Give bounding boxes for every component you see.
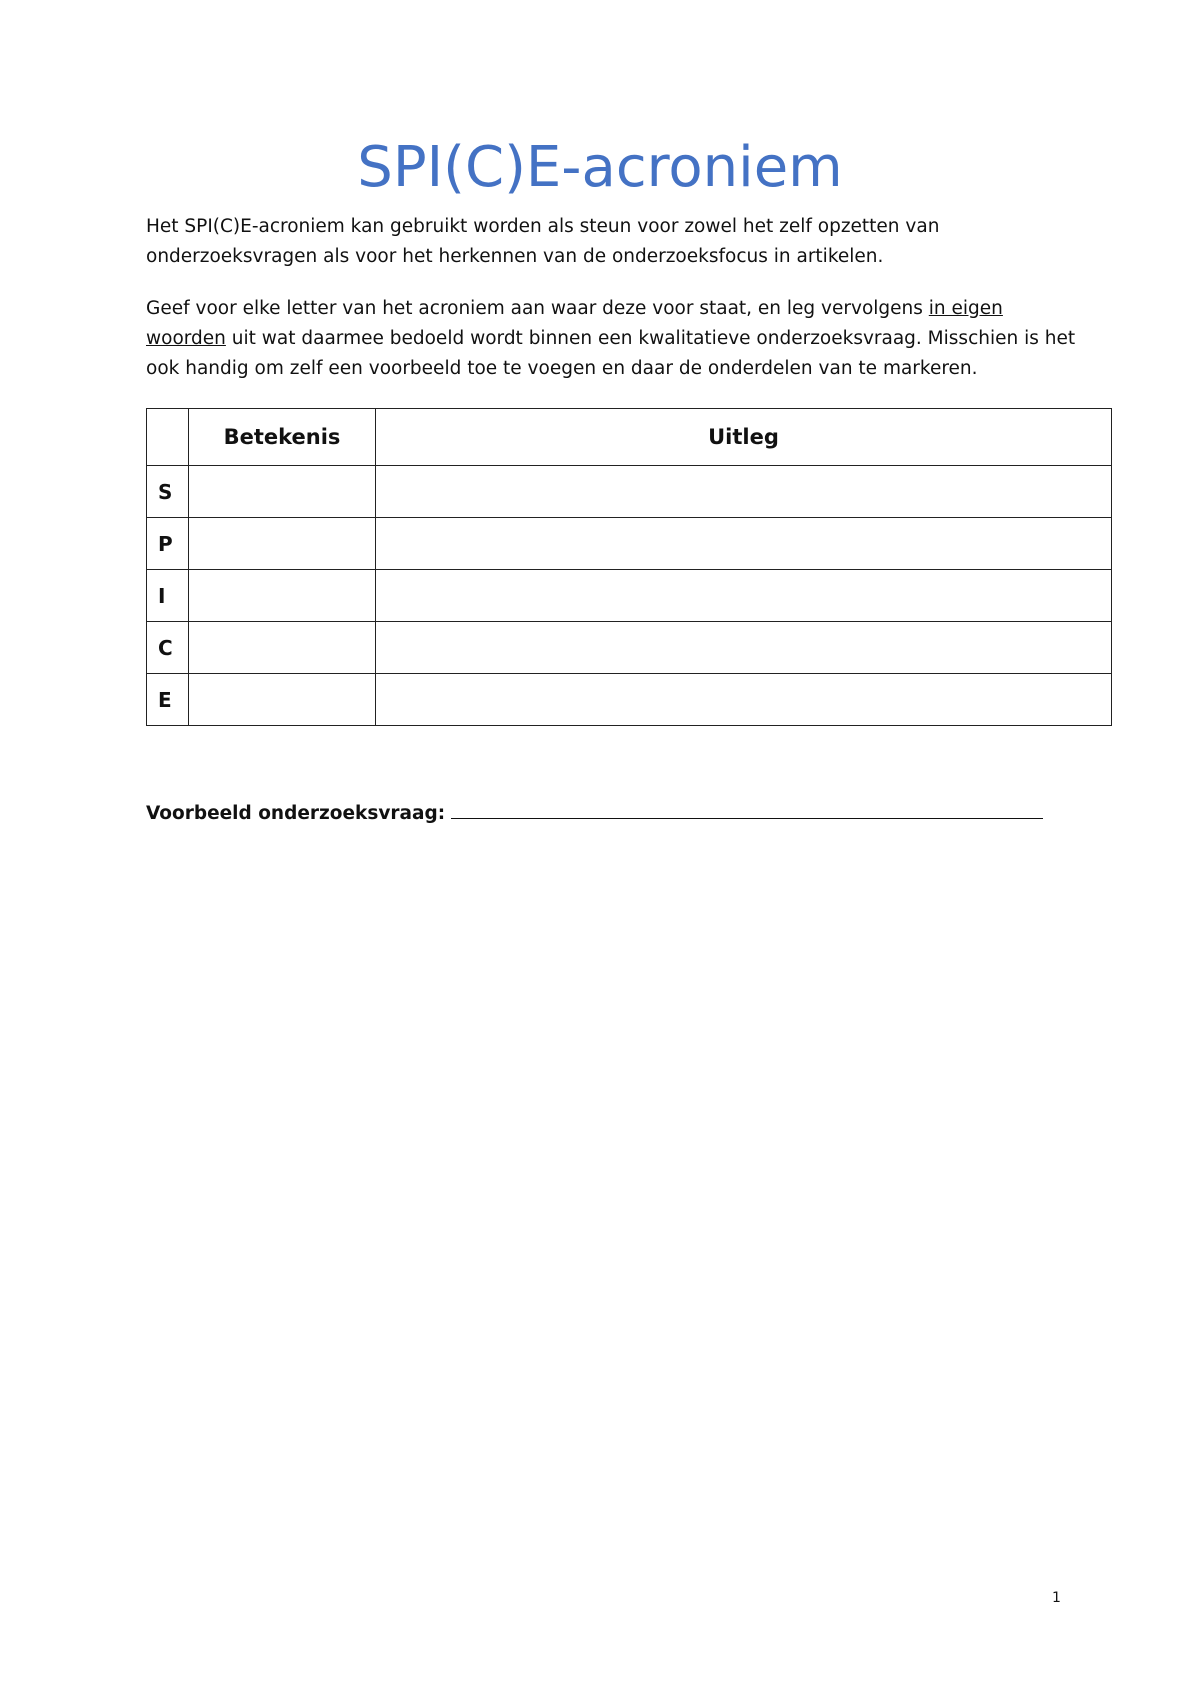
betekenis-cell[interactable]: [189, 622, 376, 674]
header-uitleg: Uitleg: [376, 409, 1112, 466]
intro-paragraph: Het SPI(C)E-acroniem kan gebruikt worden als steun voor zowel het zelf opzetten van onderzoeksvragen als voor het herkennen van de onderzoeksfocus in artikelen.: [146, 216, 940, 267]
row-letter: C: [147, 622, 189, 674]
row-letter: S: [147, 466, 189, 518]
table-row: [147, 518, 1112, 570]
instruction-text-part1: Geef voor elke letter van het acroniem aan waar deze voor staat, en leg vervolgens: [146, 298, 929, 319]
table-header-row: [147, 409, 1112, 466]
betekenis-cell[interactable]: [189, 570, 376, 622]
example-question-label: Voorbeeld onderzoeksvraag:: [146, 803, 446, 824]
uitleg-cell[interactable]: [376, 622, 1112, 674]
instruction-paragraph: [146, 294, 1076, 384]
uitleg-cell[interactable]: [376, 674, 1112, 726]
table-row: [147, 674, 1112, 726]
row-letter: I: [147, 570, 189, 622]
table-row: [147, 622, 1112, 674]
header-betekenis: Betekenis: [189, 409, 376, 466]
betekenis-cell[interactable]: [189, 518, 376, 570]
uitleg-cell[interactable]: [376, 466, 1112, 518]
uitleg-cell[interactable]: [376, 570, 1112, 622]
row-letter: P: [147, 518, 189, 570]
table-row: [147, 570, 1112, 622]
document-title: SPI(C)E-acroniem: [357, 135, 843, 200]
instruction-underlined-text: in eigen woorden: [146, 298, 1003, 349]
table-row: [147, 466, 1112, 518]
page-number: 1: [1052, 1590, 1061, 1606]
row-letter: E: [147, 674, 189, 726]
betekenis-cell[interactable]: [189, 466, 376, 518]
header-letter: [147, 409, 189, 466]
uitleg-cell[interactable]: [376, 518, 1112, 570]
instruction-text-part2: uit wat daarmee bedoeld wordt binnen een kwalitatieve onderzoeksvraag. Misschien is het ook handig om zelf een voorbeeld toe te voegen en daar de onderdelen van te markeren.: [146, 328, 1076, 379]
example-question: [146, 796, 1043, 829]
example-question-answer-line[interactable]: [451, 796, 1043, 819]
betekenis-cell[interactable]: [189, 674, 376, 726]
spice-table: [146, 408, 1112, 726]
